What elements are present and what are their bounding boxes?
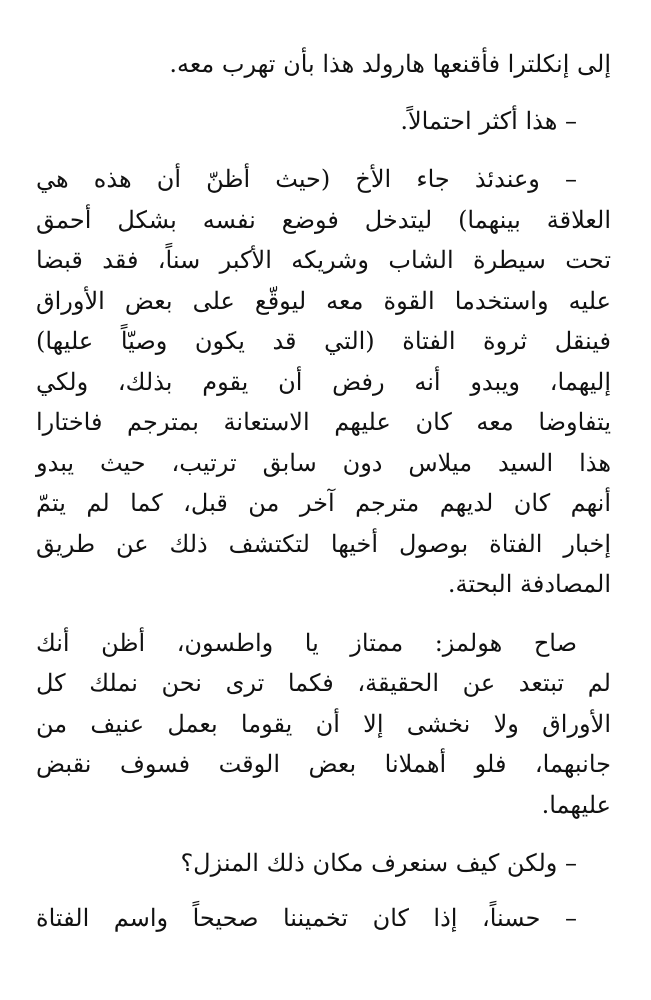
text-line: الأوراق ولا نخشى إلا أن يقوما بعمل عنيف من xyxy=(36,709,611,738)
paragraph-6 xyxy=(36,898,611,939)
text-line: لم تبتعد عن الحقيقة، فكما ترى نحن نملك كل xyxy=(36,669,611,697)
text-line: تحت سيطرة الشاب وشريكه الأكبر سناً، فقد قبضا xyxy=(36,246,611,274)
text-line: عليهما. xyxy=(541,790,611,819)
paragraph-4 xyxy=(36,623,611,826)
text-line: عليه واستخدما القوة معه ليوقّع على بعض الأوراق xyxy=(36,286,611,315)
text-line: – وعندئذ جاء الأخ (حيث أظنّ أن هذه هي xyxy=(36,165,577,193)
text-line: صاح هولمز: ممتاز يا واطسون، أظن أنك xyxy=(36,628,577,657)
text-line: إخبار الفتاة بوصول أخيها لتكتشف ذلك عن طريق xyxy=(36,529,611,558)
text-line: هذا السيد ميلاس دون سابق ترتيب، حيث يبدو xyxy=(36,448,611,477)
text-line: يتفاوضا معه كان عليهم الاستعانة بمترجم فاختارا xyxy=(36,408,611,436)
paragraph-5 xyxy=(36,843,611,884)
paragraph-2 xyxy=(36,101,611,142)
text-line: المصادفة البحتة. xyxy=(447,570,611,598)
text-line: أنهم كان لديهم مترجم آخر من قبل، كما لم يتمّ xyxy=(36,489,611,517)
text-line: – حسناً، إذا كان تخميننا صحيحاً واسم الفتاة xyxy=(36,903,577,932)
text-line: فينقل ثروة الفتاة (التي قد يكون وصيّاً عليها) xyxy=(36,327,611,355)
text-line: – ولكن كيف سنعرف مكان ذلك المنزل؟ xyxy=(180,849,577,877)
text-line: جانبهما، فلو أهملانا بعض الوقت فسوف نقبض xyxy=(36,750,611,778)
paragraph-1 xyxy=(36,44,611,85)
text-line: إليهما، ويبدو أنه رفض أن يقوم بذلك، ولكي xyxy=(36,367,611,396)
text-line: – هذا أكثر احتمالاً. xyxy=(400,106,577,135)
text-line: العلاقة بينهما) ليتدخل فوضع نفسه بشكل أحمق xyxy=(36,205,611,234)
text-line: إلى إنكلترا فأقنعها هارولد هذا بأن تهرب معه. xyxy=(169,50,611,78)
paragraph-3 xyxy=(36,159,611,605)
